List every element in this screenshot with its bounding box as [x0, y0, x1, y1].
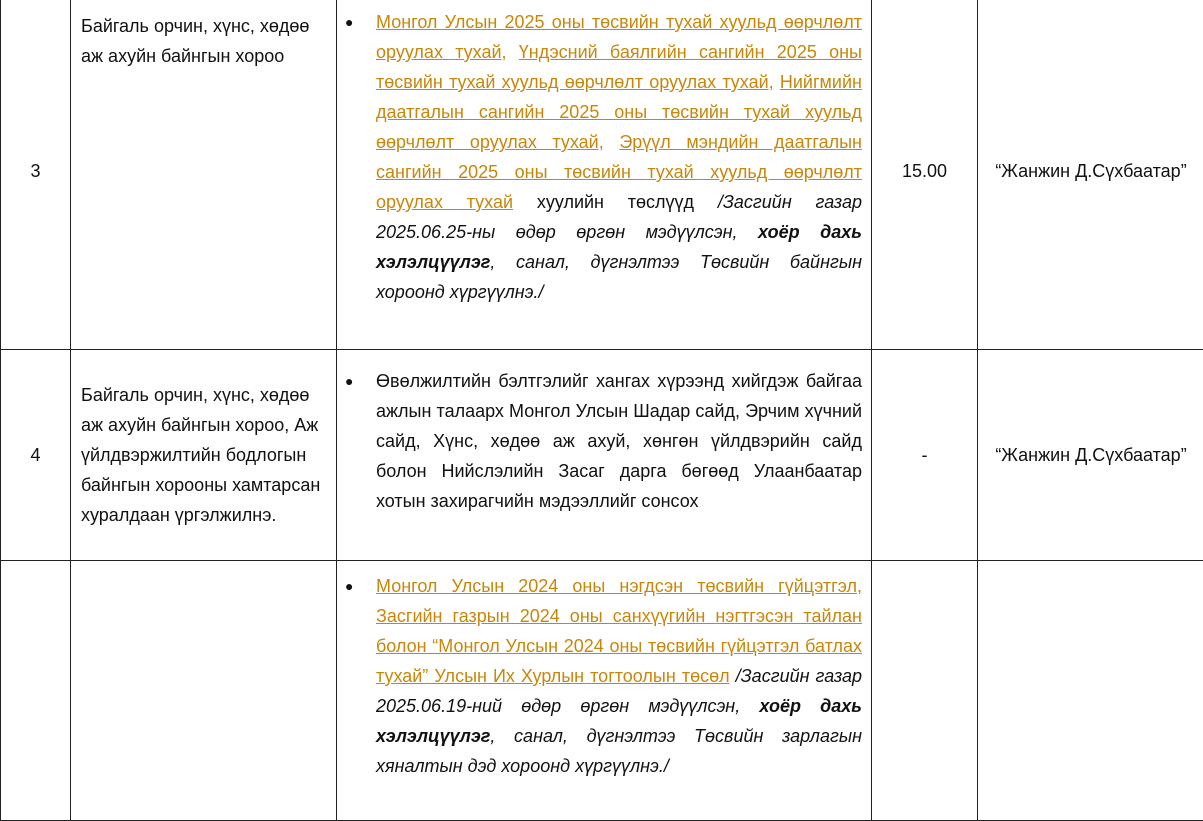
time-cell: -	[872, 350, 978, 561]
agenda-link-social-insurance[interactable]: Нийгмийн даатгалын сангийн 2025 оны төсвийн тухай хуульд өөрчлөлт оруулах тухай,	[376, 72, 862, 152]
row-number: 4	[1, 350, 71, 561]
agenda-note-end: , санал, дүгнэлтээ Төсвийн зарлагын хяналтын дэд хороонд хүргүүлнэ./	[376, 726, 862, 776]
bullet-icon: ●	[345, 7, 353, 37]
table-row	[1, 561, 1203, 821]
agenda-link-budget-law[interactable]: Монгол Улсын 2025 оны төсвийн тухай хуульд өөрчлөлт оруулах тухай,	[376, 12, 862, 62]
location-cell	[978, 561, 1203, 821]
location-cell	[978, 0, 1203, 350]
agenda-note: /Засгийн газар 2025.06.25-ны өдөр өргөн мэдүүлсэн,	[376, 192, 862, 242]
agenda-link-health-insurance[interactable]: Эрүүл мэндийн даатгалын сангийн 2025 оны төсвийн тухай хуульд өөрчлөлт оруулах тухай	[376, 132, 862, 212]
agenda-note: /Засгийн газар 2025.06.19-ний өдөр өргөн мэдүүлсэн,	[376, 666, 862, 716]
row-number	[1, 561, 71, 821]
committee-name: Байгаль орчин, хүнс, хөдөө аж ахуйн байнгын хороо	[71, 0, 336, 71]
bullet-icon: ●	[345, 366, 353, 396]
time-cell	[872, 561, 978, 821]
row-number: 3	[1, 0, 71, 350]
agenda-note-bold: хоёр дахь хэлэлцүүлэг	[376, 696, 862, 746]
location-text: “Жанжин Д.Сүхбаатар”	[978, 156, 1203, 186]
agenda-text: Өвөлжилтийн бэлтгэлийг хангах хүрээнд хийгдэж байгаа ажлын талаарх Монгол Улсын Шадар сайд, Эрчим хүчний сайд, Хүнс, хөдөө аж ахуй, хөнгөн үйлдвэрийн сайд болон Нийслэлийн Засаг дарга бөгөөд Улаанбаатар хотын захирагчийн мэдээллийг сонсох	[376, 371, 862, 511]
location-cell	[978, 350, 1203, 561]
committee-cell	[71, 350, 337, 561]
committee-cell	[71, 561, 337, 821]
committee-cell	[71, 0, 337, 350]
location-text: “Жанжин Д.Сүхбаатар”	[978, 440, 1203, 470]
bullet-icon: ●	[345, 571, 353, 601]
agenda-cell	[337, 350, 872, 561]
committee-name: Байгаль орчин, хүнс, хөдөө аж ахуйн байнгын хороо, Аж үйлдвэржилтийн бодлогын байнгын хорооны хамтарсан хуралдаан үргэлжилнэ.	[71, 380, 336, 530]
agenda-note-bold: хоёр дахь хэлэлцүүлэг	[376, 222, 862, 272]
agenda-cell	[337, 0, 872, 350]
table-row	[1, 0, 1203, 350]
table-row	[1, 350, 1203, 561]
agenda-link-wealth-fund[interactable]: Үндэсний баялгийн сангийн 2025 оны төсвийн тухай хуульд өөрчлөлт оруулах тухай,	[376, 42, 862, 92]
agenda-note-end: , санал, дүгнэлтээ Төсвийн байнгын хороонд хүргүүлнэ./	[376, 252, 862, 302]
agenda-link-budget-performance[interactable]: Монгол Улсын 2024 оны нэгдсэн төсвийн гүйцэтгэл, Засгийн газрын 2024 оны санхүүгийн нэгтгэсэн тайлан болон “Монгол Улсын 2024 оны төсвийн гүйцэтгэл батлах тухай” Улсын Их Хурлын тогтоолын төсөл	[376, 576, 862, 686]
agenda-plain-text: хуулийн төслүүд	[513, 192, 718, 212]
time-cell: 15.00	[872, 0, 978, 350]
agenda-cell	[337, 561, 872, 821]
